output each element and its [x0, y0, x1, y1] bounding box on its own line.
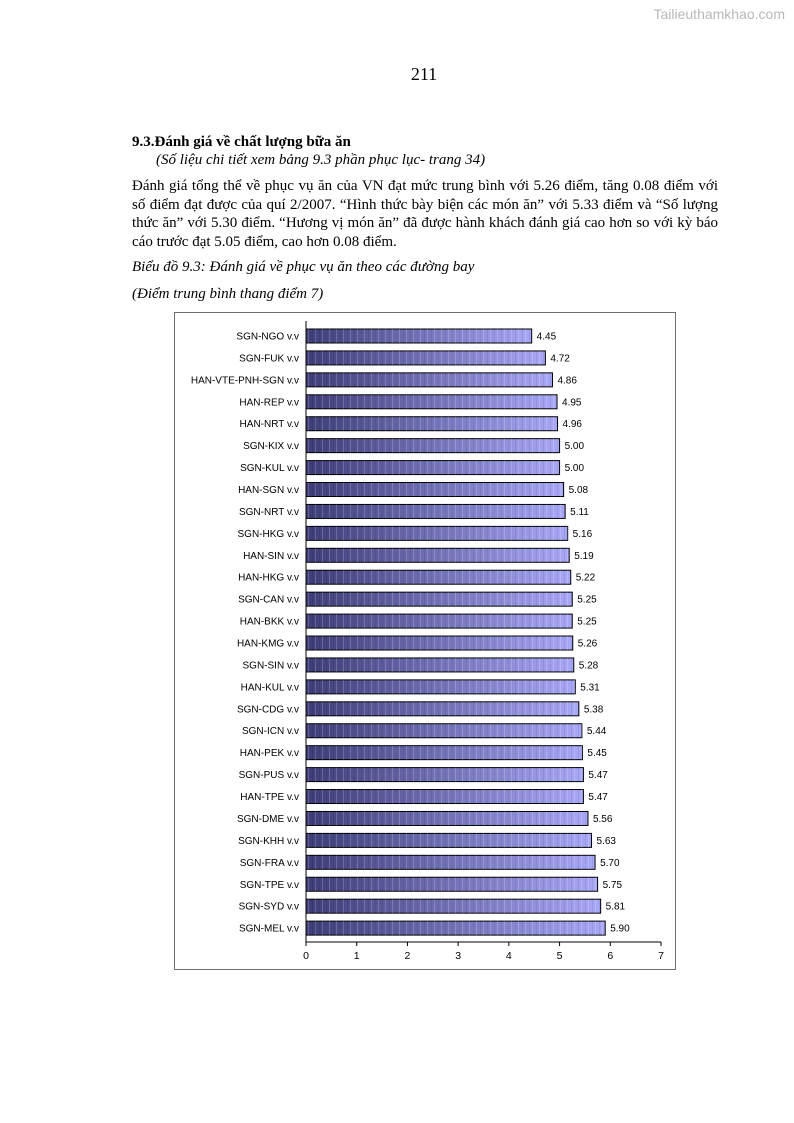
bar-chart: [175, 313, 675, 969]
value-label: 5.56: [592, 813, 613, 825]
bar-texture: [306, 746, 582, 760]
bar-group: [240, 877, 623, 891]
category-label: SGN-KIX v.v: [243, 441, 299, 453]
x-tick-label: 7: [658, 950, 664, 962]
value-label: 4.86: [557, 375, 577, 387]
value-label: 5.90: [610, 923, 630, 935]
bar-texture: [306, 351, 545, 365]
category-label: HAN-PEK v.v: [239, 748, 299, 760]
bar-group: [241, 680, 601, 694]
page-number: 211: [410, 64, 438, 84]
bar-group: [191, 373, 578, 387]
value-label: 5.19: [574, 550, 594, 562]
bar-group: [237, 702, 604, 716]
x-tick-label: 1: [353, 950, 360, 962]
bar-texture: [306, 680, 575, 694]
value-label: 5.22: [575, 572, 596, 584]
value-label: 5.26: [577, 638, 598, 650]
chart-caption: Biểu đồ 9.3: Đánh giá về phục vụ ăn theo các đường bay: [132, 259, 475, 275]
category-label: SGN-KHH v.v: [238, 835, 299, 847]
value-label: 5.16: [572, 528, 593, 540]
bar-texture: [306, 504, 565, 518]
bar-texture: [306, 790, 583, 804]
value-label: 5.28: [578, 660, 599, 672]
bar-texture: [306, 855, 595, 869]
value-label: 5.63: [596, 835, 616, 847]
category-label: SGN-FRA v.v: [239, 857, 299, 869]
x-tick-label: 0: [303, 950, 309, 962]
x-tick-label: 3: [455, 950, 462, 962]
category-label: SGN-SYD v.v: [238, 901, 299, 913]
watermark: Tailieuthamkhao.com: [653, 6, 785, 22]
chart-frame: [174, 312, 676, 970]
x-tick-label: 4: [505, 950, 512, 962]
category-label: HAN-SIN v.v: [243, 550, 299, 562]
category-label: HAN-KUL v.v: [240, 682, 299, 694]
bar-texture: [306, 724, 582, 738]
bar-texture: [306, 833, 592, 847]
value-label: 5.81: [605, 901, 626, 913]
bar-texture: [306, 592, 572, 606]
category-label: SGN-NRT v.v: [238, 506, 299, 518]
category-label: SGN-TPE v.v: [239, 879, 299, 891]
bar-group: [240, 746, 608, 760]
bar-texture: [306, 439, 560, 453]
bar-texture: [306, 395, 557, 409]
value-label: 4.45: [536, 331, 557, 343]
bar-group: [239, 768, 609, 782]
bar-texture: [306, 899, 601, 913]
category-label: HAN-BKK v.v: [239, 616, 299, 628]
value-label: 5.44: [586, 726, 607, 738]
bar-group: [237, 811, 613, 825]
bar-group: [240, 614, 597, 628]
category-label: SGN-NGO v.v: [236, 331, 299, 343]
value-label: 5.11: [570, 506, 589, 518]
value-label: 5.25: [577, 594, 597, 606]
bar-group: [240, 855, 620, 869]
category-label: HAN-HKG v.v: [238, 572, 299, 584]
bar-group: [239, 395, 582, 409]
bar-group: [238, 526, 593, 540]
x-tick-label: 6: [607, 950, 614, 962]
bar-texture: [306, 877, 598, 891]
bar-texture: [306, 614, 572, 628]
bar-group: [239, 351, 570, 365]
value-label: 5.47: [588, 770, 608, 782]
category-label: SGN-HKG v.v: [237, 528, 299, 540]
bar-texture: [306, 658, 574, 672]
chart-subcaption: (Điểm trung bình thang điểm 7): [132, 286, 324, 302]
category-label: HAN-TPE v.v: [240, 792, 299, 804]
x-tick-label: 2: [404, 950, 411, 962]
bar-group: [240, 461, 584, 475]
bar-texture: [306, 526, 568, 540]
bar-texture: [306, 811, 588, 825]
bar-group: [238, 833, 616, 847]
value-label: 5.45: [587, 748, 607, 760]
value-label: 5.31: [580, 682, 600, 694]
bar-group: [238, 592, 597, 606]
value-label: 5.00: [564, 463, 585, 475]
bar-group: [239, 504, 589, 518]
value-label: 4.96: [562, 419, 583, 431]
category-label: SGN-DME v.v: [236, 813, 299, 825]
bar-group: [240, 790, 608, 804]
bar-texture: [306, 461, 560, 475]
category-label: HAN-VTE-PNH-SGN v.v: [190, 375, 299, 387]
bar-texture: [306, 548, 569, 562]
bar-group: [240, 417, 583, 431]
value-label: 5.38: [583, 704, 604, 716]
bar-texture: [306, 570, 571, 584]
bar-texture: [306, 702, 579, 716]
bar-group: [236, 329, 556, 343]
value-label: 5.25: [577, 616, 597, 628]
bar-group: [237, 636, 598, 650]
bar-texture: [306, 373, 552, 387]
category-label: HAN-NRT v.v: [239, 419, 299, 431]
value-label: 5.00: [564, 441, 585, 453]
value-label: 5.70: [600, 857, 620, 869]
category-label: SGN-CDG v.v: [236, 704, 299, 716]
category-label: SGN-MEL v.v: [238, 923, 299, 935]
bar-texture: [306, 921, 605, 935]
bar-texture: [306, 636, 573, 650]
category-label: SGN-FUK v.v: [239, 353, 299, 365]
bar-group: [243, 658, 599, 672]
section-note: (Số liệu chi tiết xem bảng 9.3 phần phục lục- trang 34): [156, 152, 486, 168]
bar-group: [242, 724, 607, 738]
value-label: 5.08: [568, 485, 589, 497]
body-paragraph: Đánh giá tổng thể về phục vụ ăn của VN đạt mức trung bình với 5.26 điểm, tăng 0.08 điểm với số điểm đạt được của quí 2/2007. “Hình thức bày biện các món ăn” với 5.33 điểm và “Số lượng thức ăn” với 5.30 điểm. “Hương vị món ăn” đã được hành khách đánh giá cao hơn so với kỳ báo cáo trước đạt 5.05 điểm, cao hơn 0.08 điểm.: [132, 178, 718, 250]
bar-texture: [306, 417, 558, 431]
value-label: 4.72: [550, 353, 570, 365]
category-label: SGN-ICN v.v: [241, 726, 299, 738]
category-label: SGN-CAN v.v: [238, 594, 299, 606]
section-heading: 9.3.Đánh giá về chất lượng bữa ăn: [132, 134, 351, 150]
x-tick-label: 5: [556, 950, 563, 962]
bar-group: [243, 548, 594, 562]
category-label: SGN-SIN v.v: [242, 660, 299, 672]
bar-texture: [306, 768, 583, 782]
bar-texture: [306, 483, 564, 497]
value-label: 5.75: [602, 879, 623, 891]
bar-group: [238, 570, 596, 584]
bar-group: [239, 921, 630, 935]
bar-group: [243, 439, 584, 453]
bar-texture: [306, 329, 532, 343]
value-label: 5.47: [588, 792, 608, 804]
bar-group: [238, 483, 588, 497]
category-label: SGN-PUS v.v: [238, 770, 299, 782]
category-label: SGN-KUL v.v: [240, 463, 299, 475]
category-label: HAN-REP v.v: [239, 397, 299, 409]
category-label: HAN-SGN v.v: [238, 485, 299, 497]
bar-group: [239, 899, 626, 913]
value-label: 4.95: [562, 397, 582, 409]
category-label: HAN-KMG v.v: [236, 638, 299, 650]
